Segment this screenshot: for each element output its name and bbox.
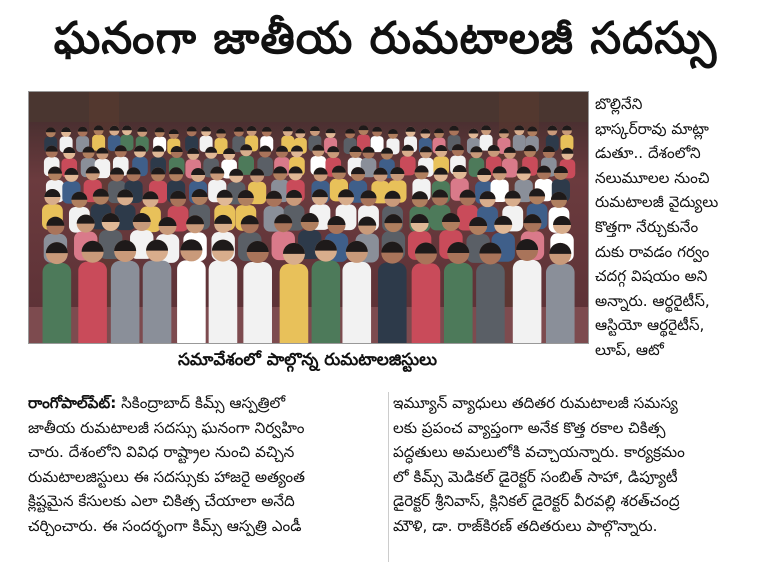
- person-body: [280, 264, 309, 343]
- person-body: [513, 260, 542, 343]
- person-body: [43, 263, 72, 343]
- person-body: [412, 263, 441, 343]
- person-body: [111, 261, 140, 343]
- person-body: [378, 263, 407, 343]
- side-line: చదగ్గ విషయం అని: [595, 267, 708, 286]
- right-column: [393, 391, 765, 539]
- right-line: లో కిమ్స్‌ మెడికల్‌ డైరెక్టర్‌ సంబిత్‌ సాహా, డిప్యూటీ: [393, 467, 678, 486]
- side-line: దుకు రావడం గర్వం: [595, 242, 710, 261]
- left-column: [28, 391, 383, 539]
- person-body: [243, 262, 272, 343]
- side-line: లూప్‌, ఆటో: [595, 340, 664, 359]
- side-column: [595, 92, 763, 387]
- person-body: [312, 260, 341, 343]
- group-photo: [28, 91, 589, 344]
- side-line: అన్నారు. ఆర్థరైటీస్‌,: [595, 291, 710, 310]
- person-body: [78, 262, 107, 343]
- person-body: [546, 264, 575, 343]
- left-first-line: [28, 391, 383, 416]
- side-line: భాస్కర్‌రావు మాట్లా: [595, 119, 709, 138]
- side-line: రుమటాలజీ వైద్యులు: [595, 193, 719, 212]
- right-line: పద్ధతులు అమలులోకి వచ్చాయన్నారు. కార్యక్రమం: [393, 443, 685, 462]
- person-body: [143, 261, 172, 343]
- right-line: ఇమ్యూన్‌ వ్యాధులు తదితర రుమటాలజీ సమస్య: [393, 394, 678, 412]
- person-body: [209, 261, 238, 343]
- left-line: చర్చించారు. ఈ సందర్భంగా కిమ్స్‌ ఆస్పత్రి ఎండీ: [28, 516, 302, 535]
- dateline: రాంగోపాల్‌పేట్‌:: [28, 394, 117, 412]
- person-body: [444, 263, 473, 343]
- headline: ఘనంగా జాతీయ రుమటాలజీ సదస్సు: [53, 13, 718, 64]
- person-body: [177, 260, 206, 343]
- left-line: చారు. దేశంలోని వివిధ రాష్ట్రాల నుంచి వచ్చిన: [28, 443, 295, 462]
- left-line: క్లిష్టమైన కేసులకు ఎలా చికిత్స చేయాలా అనేది: [28, 492, 295, 511]
- column-divider: [388, 392, 389, 562]
- photo-caption: సమావేశంలో పాల్గొన్న రుమటాలజిస్టులు: [177, 350, 438, 370]
- person-body: [342, 262, 371, 343]
- right-line: లకు ప్రపంచ వ్యాప్తంగా అనేక కొత్త రకాల చికిత్స: [393, 418, 666, 437]
- right-line: మౌళి, డా. రాజ్‌కిరణ్‌ తదితరులు పాల్గొన్నారు.: [393, 516, 658, 535]
- side-line: డుతూ.. దేశంలోని: [595, 144, 701, 163]
- side-line: నలుమూలల నుంచి: [595, 168, 710, 187]
- right-line: డైరెక్టర్‌ శ్రీనివాస్‌, క్లినికల్‌ డైరెక్టర్‌ వీరవల్లి శరత్‌చంద్ర: [393, 492, 680, 511]
- side-line: బొల్లినేని: [595, 95, 643, 113]
- side-line: ఆస్టియో ఆర్థరైటీస్‌,: [595, 316, 705, 335]
- person-body: [476, 263, 505, 343]
- group-photo-image: [29, 92, 588, 343]
- side-line: కొత్తగా నేర్చుకునేం: [595, 217, 699, 236]
- person-body: [513, 135, 526, 151]
- left-line: జాతీయ రుమటాలజీ సదస్సు ఘనంగా నిర్వహిం: [28, 418, 305, 437]
- left-line: రుమటాలజిస్టులు ఈ సదస్సుకు హాజరై అత్యంత: [28, 467, 305, 486]
- left-first-line-rest: సికింద్రాబాద్‌ కిమ్స్‌ ఆస్పత్రిలో: [116, 394, 286, 412]
